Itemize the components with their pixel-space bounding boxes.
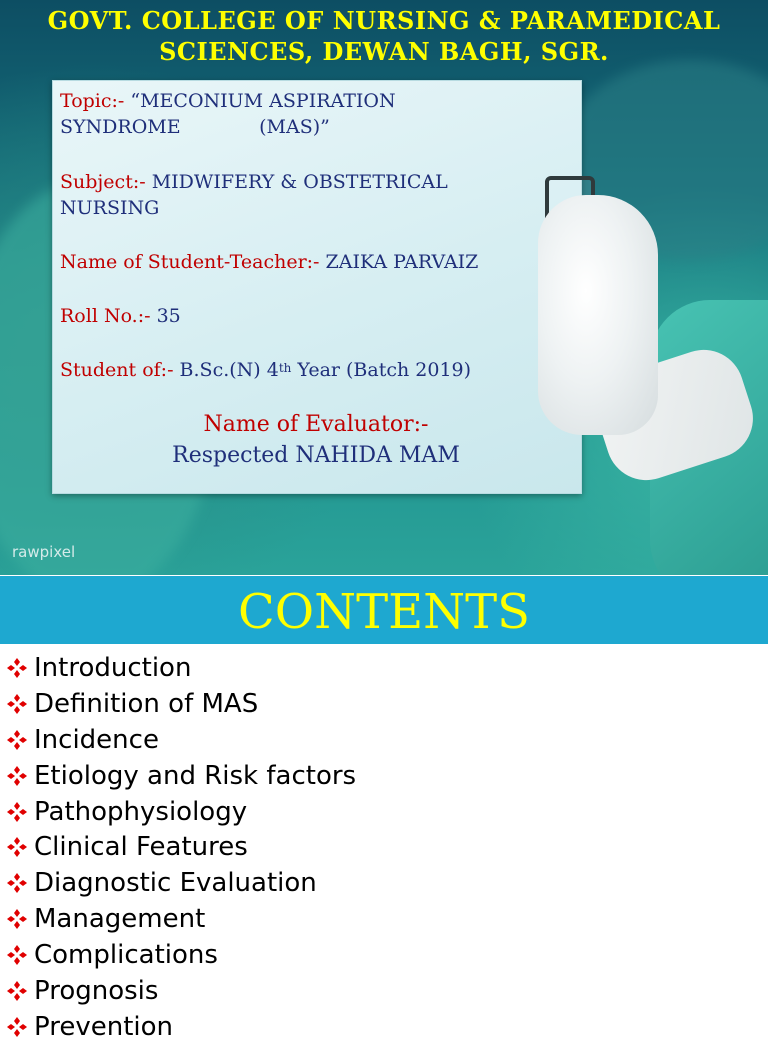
diamond-bullet-icon (0, 1016, 34, 1038)
contents-list-item (0, 794, 768, 830)
contents-title: CONTENTS (237, 584, 531, 640)
student-of-field (60, 357, 471, 383)
contents-item-label: Prevention (34, 1011, 174, 1042)
watermark-logo: rawpixel (12, 543, 76, 561)
student-teacher-field (60, 249, 478, 275)
diamond-bullet-icon (0, 944, 34, 966)
contents-list-item (0, 937, 768, 973)
contents-item-label: Prognosis (34, 975, 159, 1006)
contents-item-label: Complications (34, 940, 218, 971)
topic-label: Topic:- (60, 90, 131, 112)
subject-value-line2: NURSING (60, 197, 160, 219)
diamond-bullet-icon (0, 729, 34, 751)
contents-list-item (0, 650, 768, 686)
topic-value-line2: SYNDROME (MAS)” (60, 116, 330, 138)
contents-list-item (0, 901, 768, 937)
diamond-bullet-icon (0, 801, 34, 823)
contents-list-item (0, 865, 768, 901)
contents-item-label: Etiology and Risk factors (34, 760, 357, 791)
contents-list-item (0, 973, 768, 1009)
diamond-bullet-icon (0, 657, 34, 679)
topic-field (60, 88, 396, 140)
contents-list-item (0, 722, 768, 758)
contents-item-label: Definition of MAS (34, 688, 259, 719)
contents-list-item (0, 758, 768, 794)
college-name-line1: GOVT. COLLEGE OF NURSING & PARAMEDICAL (47, 6, 721, 35)
topic-value-line1: “MECONIUM ASPIRATION (130, 90, 396, 112)
student-teacher-label: Name of Student-Teacher:- (60, 251, 326, 273)
contents-list-item (0, 686, 768, 722)
student-of-batch: Year (Batch 2019) (291, 359, 472, 381)
diamond-bullet-icon (0, 908, 34, 930)
diamond-bullet-icon (0, 872, 34, 894)
contents-item-label: Management (34, 904, 206, 935)
diamond-bullet-icon (0, 765, 34, 787)
contents-item-label: Introduction (34, 652, 192, 683)
roll-no-value: 35 (156, 305, 181, 327)
contents-list-item (0, 829, 768, 865)
student-of-value (180, 359, 472, 381)
subject-value-line1: MIDWIFERY & OBSTETRICAL (151, 171, 448, 193)
contents-item-label: Clinical Features (34, 832, 248, 863)
student-teacher-value: ZAIKA PARVAIZ (325, 251, 479, 273)
contents-item-label: Pathophysiology (34, 796, 248, 827)
contents-list-item (0, 1009, 768, 1045)
diamond-bullet-icon (0, 836, 34, 858)
subject-label: Subject:- (60, 171, 152, 193)
diamond-bullet-icon (0, 980, 34, 1002)
roll-no-label: Roll No.:- (60, 305, 157, 327)
subject-field (60, 169, 448, 221)
contents-item-label: Incidence (34, 724, 159, 755)
contents-list (0, 650, 768, 1045)
contents-item-label: Diagnostic Evaluation (34, 868, 317, 899)
gloved-hand (538, 195, 658, 435)
roll-no-field (60, 303, 181, 329)
evaluator-value: Respected NAHIDA MAM (172, 443, 460, 468)
evaluator-label: Name of Evaluator:- (203, 412, 429, 437)
student-of-ordinal: th (278, 361, 292, 375)
diamond-bullet-icon (0, 693, 34, 715)
college-name-line2: SCIENCES, DEWAN BAGH, SGR. (159, 37, 609, 66)
student-of-label: Student of:- (60, 359, 180, 381)
student-of-course: B.Sc.(N) 4 (179, 359, 279, 381)
